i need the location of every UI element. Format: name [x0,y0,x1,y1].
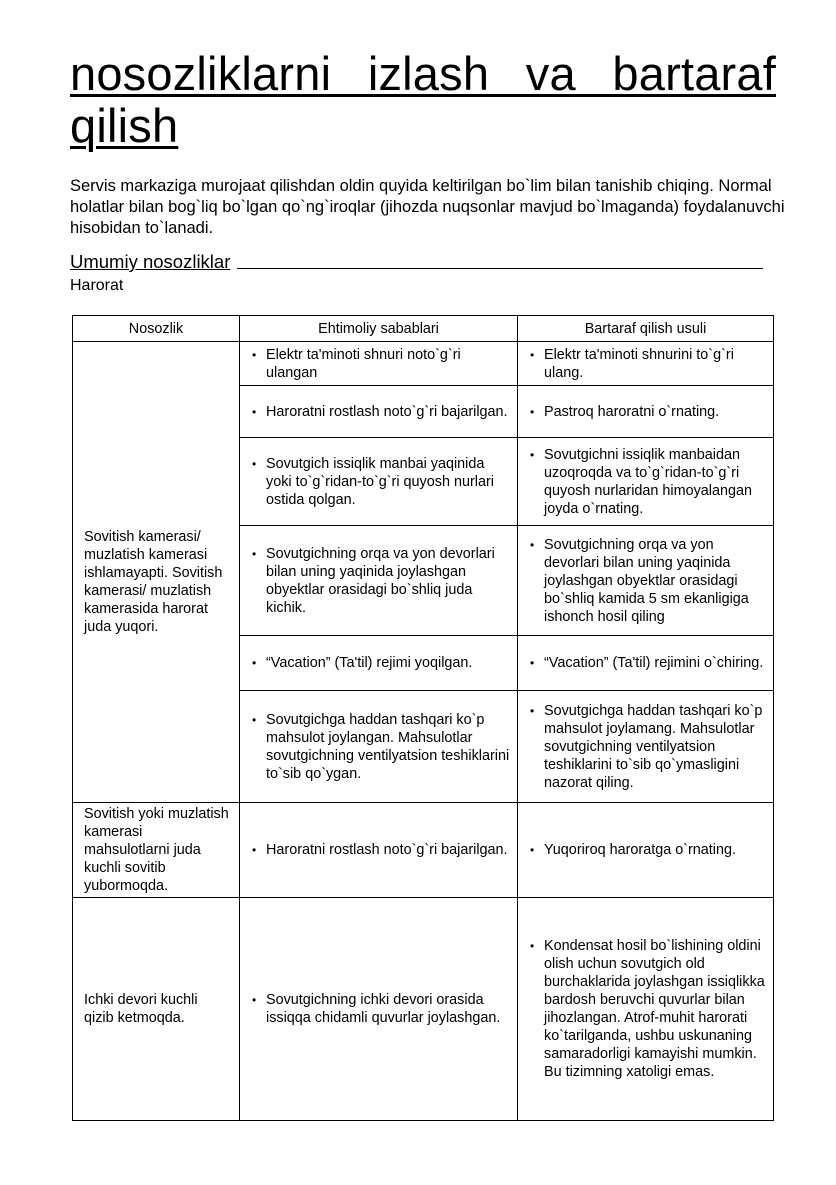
solution-cell: • Sovutgichning orqa va yon devorlari bilan uning yaqinida joylashgan obyektlar orasidagi bo`shliq kamida 5 sm ekanligiga ishonch hosil qiling [518,526,774,636]
cause-cell: • Sovutgich issiqlik manbai yaqinida yoki to`g`ridan-to`g`ri quyosh nurlari ostida qolgan. [240,438,518,526]
bullet-icon: • [530,347,535,362]
solution-cell: • Elektr ta'minoti shnurini to`g`ri ulang. [518,342,774,386]
bullet-icon: • [252,404,257,419]
table-header-row [73,316,774,342]
header-fault: Nosozlik [73,316,240,342]
section-title: Umumiy nosozliklar [70,251,231,272]
section-rule [237,268,763,269]
bullet-icon: • [252,712,257,727]
troubleshooting-table [72,315,774,1121]
table-row [73,898,774,1121]
bullet-icon: • [530,447,535,462]
bullet-icon: • [530,537,535,552]
bullet-icon: • [530,843,535,857]
solution-cell: • Yuqoriroq haroratga o`rnating. [518,803,774,898]
bullet-icon: • [252,843,257,857]
solution-cell: • Sovutgichni issiqlik manbaidan uzoqroqda va to`g`ridan-to`g`ri quyosh nurlaridan himoyalangan joyda o`rnating. [518,438,774,526]
cause-cell: • Elektr ta'minoti shnuri noto`g`ri ulangan [240,342,518,386]
page-title [70,48,776,152]
header-cause: Ehtimoliy sabablari [240,316,518,342]
bullet-icon: • [252,993,257,1007]
fault-cell: Sovitish kamerasi/ muzlatish kamerasi ishlamayapti. Sovitish kamerasi/ muzlatish kamerasida harorat juda yuqori. [73,342,240,803]
bullet-icon: • [252,656,257,670]
cause-cell: • Sovutgichning ichki devori orasida issiqqa chidamli quvurlar joylashgan. [240,898,518,1121]
cause-cell: • “Vacation” (Ta'til) rejimi yoqilgan. [240,636,518,691]
cause-cell: • Sovutgichga haddan tashqari ko`p mahsulot joylangan. Mahsulotlar sovutgichning ventilyatsion teshiklarini to`sib qo`ygan. [240,691,518,803]
bullet-icon: • [530,404,535,419]
cause-cell: • Sovutgichning orqa va yon devorlari bilan uning yaqinida joylashgan obyektlar orasidagi bo`shliq juda kichik. [240,526,518,636]
fault-cell: Ichki devori kuchli qizib ketmoqda. [73,898,240,1121]
cause-cell: • Haroratni rostlash noto`g`ri bajarilgan. [240,803,518,898]
solution-cell: • Kondensat hosil bo`lishining oldini olish uchun sovutgich old burchaklarida joylashgan issiqlikka bardosh beruvchi quvurlar bilan jihozlangan. Atrof-muhit harorati ko`tarilganda, ushbu uskunaning samaradorligi kamayishi mumkin. Bu tizimning xatoligi emas. [518,898,774,1121]
fault-cell: Sovitish yoki muzlatish kamerasi mahsulotlarni juda kuchli sovitib yubormoqda. [73,803,240,898]
table-row [73,342,774,386]
solution-cell: • “Vacation” (Ta'til) rejimini o`chiring. [518,636,774,691]
page-title-line-1: nosozliklarni izlash va bartaraf [70,47,776,100]
bullet-icon: • [252,546,257,561]
header-solution: Bartaraf qilish usuli [518,316,774,342]
page-title-line-2: qilish [70,99,179,152]
section-heading [70,251,763,273]
solution-cell: • Sovutgichga haddan tashqari ko`p mahsulot joylamang. Mahsulotlar sovutgichning ventilyatsion teshiklarini to`sib qo`ymasligini nazorat qiling. [518,691,774,803]
intro-paragraph: Servis markaziga murojaat qilishdan oldin quyida keltirilgan bo`lim bilan tanishib chiqing. Normal holatlar bilan bog`liq bo`lgan qo`ng`iroqlar (jihozda nuqsonlar mavjud bo`lmaganda) foydalanuvchi hisobidan to`lanadi. [70,177,785,237]
subsection-title: Harorat [70,277,124,294]
bullet-icon: • [252,456,257,471]
bullet-icon: • [530,939,535,953]
cause-cell: • Haroratni rostlash noto`g`ri bajarilgan. [240,386,518,438]
table-row [73,803,774,898]
bullet-icon: • [252,347,257,362]
bullet-icon: • [530,656,535,670]
solution-cell: • Pastroq haroratni o`rnating. [518,386,774,438]
bullet-icon: • [530,703,535,718]
